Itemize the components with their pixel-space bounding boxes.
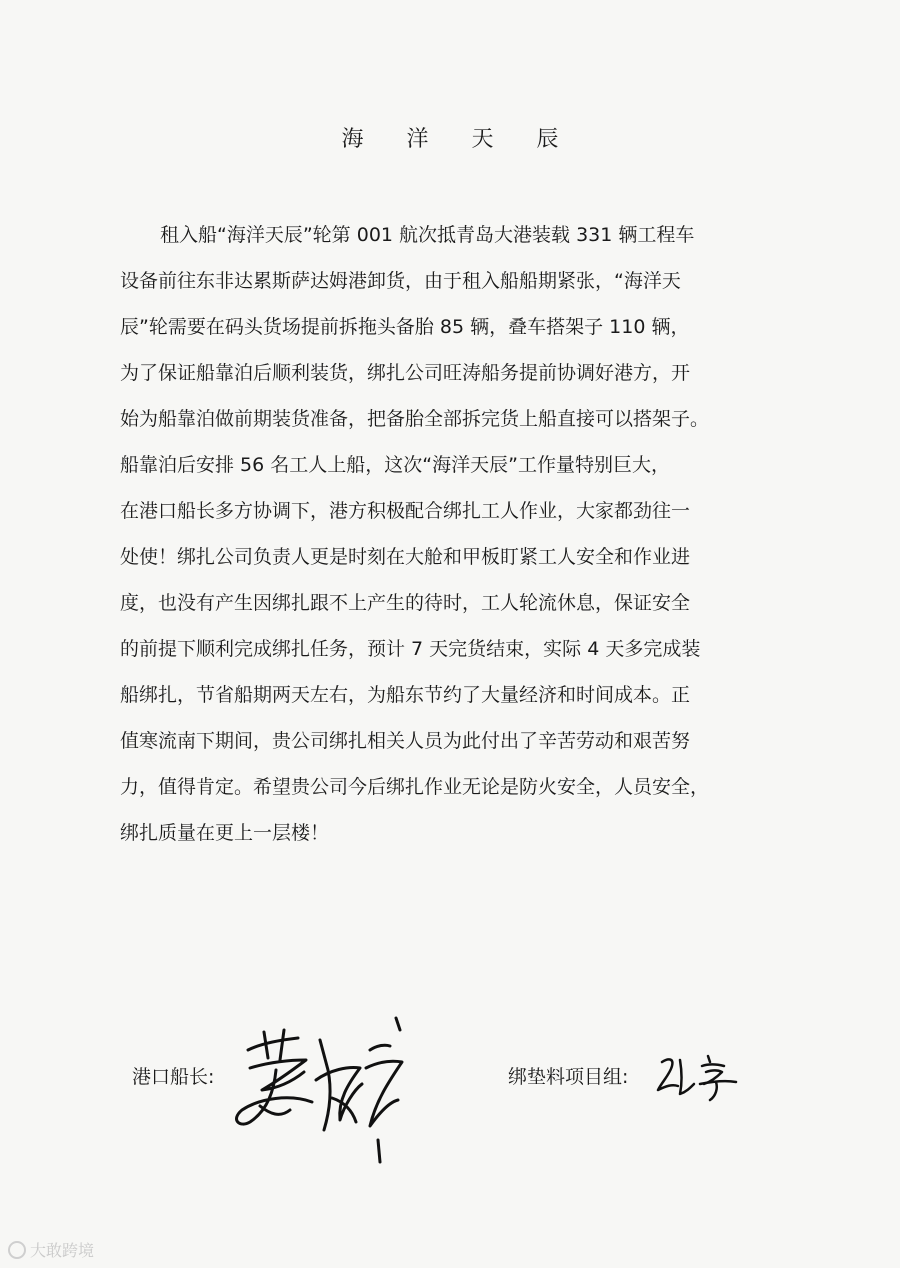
- body-line: 绑扎质量在更上一层楼！: [120, 822, 330, 844]
- body-line: 在港口船长多方协调下，港方积极配合绑扎工人作业，大家都劲往一: [120, 500, 691, 522]
- watermark-text: 大敢跨境: [30, 1241, 95, 1260]
- group-signature: [650, 1048, 750, 1104]
- body-line: 船绑扎，节省船期两天左右，为船东节约了大量经济和时间成本。正: [120, 684, 691, 706]
- watermark: [8, 1238, 94, 1261]
- body-line: 设备前往东非达累斯萨达姆港卸货，由于租入船船期紧张，“海洋天: [120, 270, 681, 292]
- body-line: 租入船“海洋天辰”轮第 001 航次抵青岛大港装载 331 辆工程车: [160, 224, 695, 246]
- document-title: 海 洋 天 辰: [341, 127, 577, 152]
- body-line: 处使！绑扎公司负责人更是时刻在大舱和甲板盯紧工人安全和作业进: [120, 546, 691, 568]
- body-line: 为了保证船靠泊后顺利装货，绑扎公司旺涛船务提前协调好港方，开: [120, 362, 691, 384]
- body-line: 的前提下顺利完成绑扎任务，预计 7 天完货结束，实际 4 天多完成装: [120, 638, 701, 660]
- captain-label: 港口船长:: [132, 1066, 215, 1088]
- watermark-logo-icon: [8, 1241, 26, 1259]
- captain-signature: [220, 1010, 410, 1170]
- body-line: 力，值得肯定。希望贵公司今后绑扎作业无论是防火安全，人员安全，: [120, 776, 710, 798]
- body-line: 船靠泊后安排 56 名工人上船，这次“海洋天辰”工作量特别巨大，: [120, 454, 670, 476]
- group-label: 绑垫料项目组:: [508, 1066, 629, 1088]
- body-line: 值寒流南下期间，贵公司绑扎相关人员为此付出了辛苦劳动和艰苦努: [120, 730, 691, 752]
- body-line: 度，也没有产生因绑扎跟不上产生的待时，工人轮流休息，保证安全: [120, 592, 691, 614]
- body-line: 始为船靠泊做前期装货准备，把备胎全部拆完货上船直接可以搭架子。: [120, 408, 710, 430]
- body-line: 辰”轮需要在码头货场提前拆拖头备胎 85 辆，叠车搭架子 110 辆，: [120, 316, 690, 338]
